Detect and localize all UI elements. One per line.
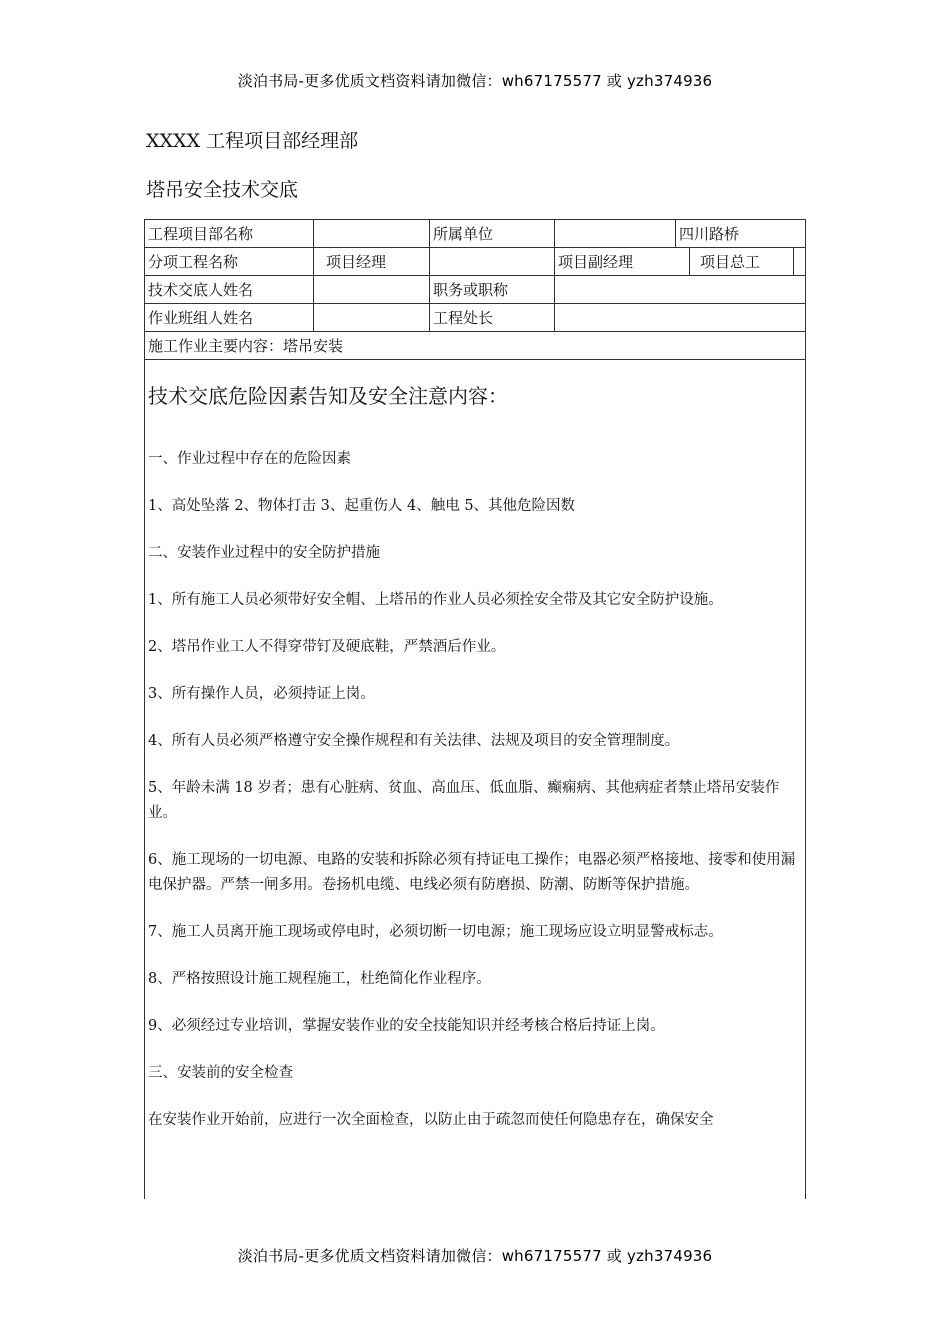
label-chief-engineer: 项目总工	[690, 248, 794, 275]
briefing-content	[145, 360, 805, 1155]
section-heading: 一、作业过程中存在的危险因素	[148, 451, 351, 467]
list-item: 6、施工现场的一切电源、电路的安装和拆除必须有持证电工操作；电器必须严格接地、接零和使用漏电保护器。严禁一闸多用。卷扬机电缆、电线必须有防磨损、防潮、防断等保护措施。	[148, 852, 796, 893]
table-row	[145, 248, 805, 276]
label-team-name: 作业班组人姓名	[145, 304, 314, 331]
value-chief-engineer	[794, 248, 806, 275]
table-row	[145, 276, 805, 304]
hazard-list: 1、高处坠落 2、物体打击 3、起重伤人 4、触电 5、其他危险因数	[148, 498, 576, 514]
label-section-chief: 工程处长	[430, 304, 555, 331]
list-item: 3、所有操作人员，必须持证上岗。	[148, 686, 375, 702]
label-project-dept: 工程项目部名称	[145, 220, 314, 247]
list-item: 4、所有人员必须严格遵守安全操作规程和有关法律、法规及项目的安全管理制度。	[148, 733, 680, 749]
briefing-table	[144, 219, 806, 1199]
value-briefer-name	[314, 276, 430, 303]
header-banner: 淡泊书局-更多优质文档资料请加微信：wh67175577 或 yzh374936	[237, 72, 713, 90]
value-project-dept	[314, 220, 430, 247]
list-item: 9、必须经过专业培训，掌握安装作业的安全技能知识并经考核合格后持证上岗。	[148, 1018, 665, 1034]
section-heading: 三、安装前的安全检查	[148, 1065, 293, 1081]
label-project-manager: 项目经理	[314, 248, 430, 275]
label-subproject: 分项工程名称	[145, 248, 314, 275]
list-item: 1、所有施工人员必须带好安全帽、上塔吊的作业人员必须拴安全带及其它安全防护设施。	[148, 592, 723, 608]
label-deputy-manager: 项目副经理	[555, 248, 690, 275]
label-position-title: 职务或职称	[430, 276, 555, 303]
document-title: 塔吊安全技术交底	[146, 179, 299, 201]
value-position-title	[555, 276, 806, 303]
list-item: 2、塔吊作业工人不得穿带钉及硬底鞋，严禁酒后作业。	[148, 639, 506, 655]
work-content: 施工作业主要内容：塔吊安装	[148, 337, 344, 355]
table-row	[145, 220, 805, 248]
list-item: 7、施工人员离开施工现场或停电时，必须切断一切电源；施工现场应设立明显警戒标志。	[148, 924, 723, 940]
content-heading: 技术交底危险因素告知及安全注意内容：	[148, 384, 508, 408]
value-affiliated-unit: 四川路桥	[679, 225, 740, 243]
table-row	[145, 332, 805, 360]
list-item: 5、年龄未满 18 岁者；患有心脏病、贫血、高血压、低血脂、癫痫病、其他病症者禁止塔吊安装作业。	[148, 780, 780, 821]
label-affiliated-unit: 所属单位	[430, 220, 555, 247]
value-team-name	[314, 304, 430, 331]
value-project-manager	[430, 248, 555, 275]
value-affiliated-unit-blank	[555, 220, 676, 247]
organization-name: XXXX 工程项目部经理部	[146, 130, 359, 152]
paragraph: 在安装作业开始前，应进行一次全面检查，以防止由于疏忽而使任何隐患存在，确保安全	[148, 1112, 714, 1128]
table-row	[145, 304, 805, 332]
section-heading: 二、安装作业过程中的安全防护措施	[148, 545, 380, 561]
list-item: 8、严格按照设计施工规程施工，杜绝简化作业程序。	[148, 971, 491, 987]
label-briefer-name: 技术交底人姓名	[145, 276, 314, 303]
footer-banner: 淡泊书局-更多优质文档资料请加微信：wh67175577 或 yzh374936	[237, 1247, 713, 1265]
value-section-chief	[555, 304, 806, 331]
